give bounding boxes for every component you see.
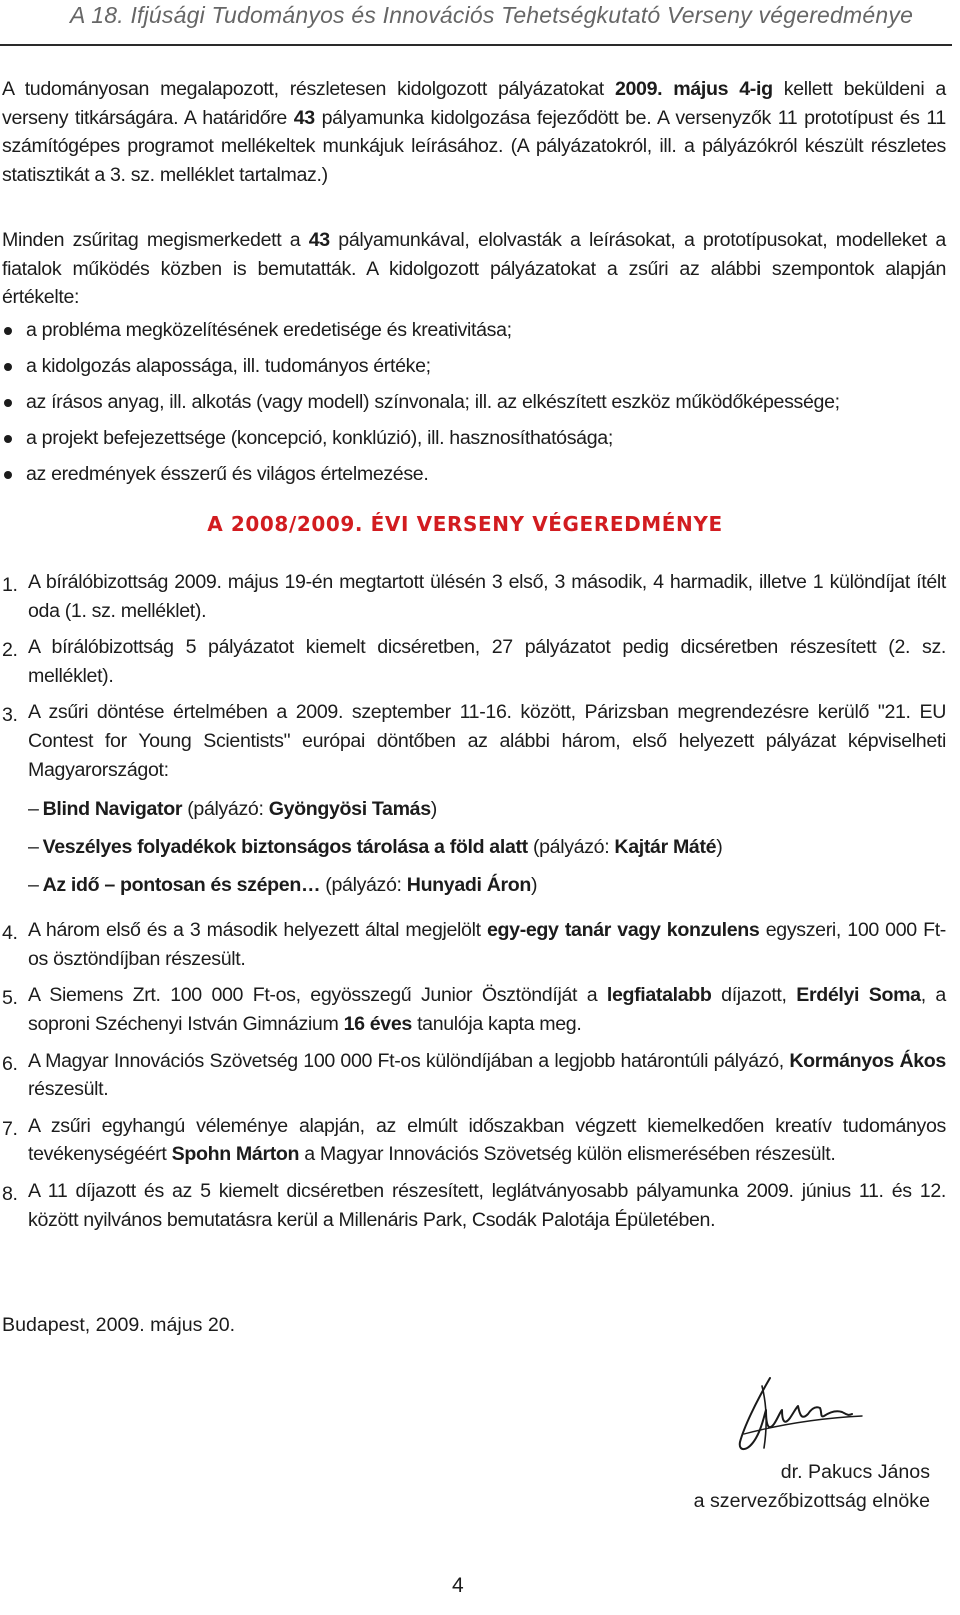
item-highlight: egy-egy tanár vagy konzulens (486, 919, 760, 942)
item-number: 7. (2, 1117, 18, 1140)
jury-count: 43 (308, 229, 330, 251)
result-item-1 (2, 568, 946, 625)
item-number: 4. (2, 922, 18, 945)
item-number: 6. (2, 1052, 18, 1075)
jury-paragraph (2, 226, 946, 492)
criteria-item (2, 456, 946, 492)
signoff-date: Budapest, 2009. május 20. (2, 1314, 236, 1336)
item-text: A Siemens Zrt. 100 000 Ft-os, egyösszegű Junior Ösztöndíját a (28, 984, 598, 1007)
criteria-item (2, 420, 946, 456)
criteria-item (2, 348, 946, 384)
intro-text-2: kellett beküldeni a verseny titkárságára. A határidőre (2, 78, 946, 129)
submission-deadline: 2009. május 4-ig (614, 78, 773, 100)
result-item-6 (2, 1047, 946, 1104)
awardee-name: Kormányos Ákos (789, 1049, 946, 1072)
project-entry: – Blind Navigator (pályázó: Gyöngyösi Tamás) (28, 798, 437, 821)
criteria-item (2, 312, 946, 348)
header-divider (0, 44, 952, 46)
item-text: A zsűri egyhangú véleménye alapján, az elmúlt időszakban végzett kiemelkedően kreatív tudományos tevékenységéért (28, 1114, 946, 1166)
page-number: 4 (452, 1574, 464, 1597)
project-title: Az idő – pontosan és szépen… (42, 874, 321, 897)
awardee-age: 16 éves (343, 1012, 412, 1035)
intro-text-1: A tudományosan megalapozott, részletesen kidolgozott pályázatokat (2, 78, 604, 100)
submission-count: 43 (293, 106, 315, 129)
result-item-4 (2, 916, 946, 973)
result-item-2 (2, 633, 946, 690)
item-text: A zsűri döntése értelmében a 2009. szeptember 11-16. között, Párizsban megrendezésre kerülő "21. EU Contest for Young Scientists" európai döntőben az alábbi három, első helyezett pályázat képviselheti Magyarországot: (28, 701, 946, 781)
running-header: A 18. Ifjúsági Tudományos és Innovációs Tehetségkutató Verseny végeredménye (70, 2, 914, 28)
bullet-icon (4, 327, 12, 335)
result-item-7 (2, 1112, 946, 1169)
project-title: Blind Navigator (42, 798, 183, 821)
item-text: a Magyar Innovációs Szövetség külön elismerésében részesült. (304, 1143, 836, 1166)
signature-icon (722, 1372, 872, 1472)
dash-marker: – (28, 836, 39, 859)
signer-block (694, 1458, 930, 1516)
item-highlight: legfiatalabb (606, 984, 712, 1007)
intro-paragraph (2, 75, 946, 189)
item-text: A bírálóbizottság 5 pályázatot kiemelt dicséretben, 27 pályázatot pedig dicséretben részesített (2. sz. melléklet). (28, 636, 946, 687)
dash-marker: – (28, 874, 39, 897)
criteria-text: a kidolgozás alapossága, ill. tudományos értéke; (26, 354, 431, 377)
intro-text-3: pályamunka kidolgozása fejeződött be. A versenyzők 11 prototípust és 11 számítógépes programot mellékeltek munkájuk leírásához. (A pályázatokról, ill. a pályázókról készült részletes statisztikát a 3. sz. melléklet tartalmaz.) (2, 106, 946, 186)
item-text: egyszeri, 100 000 Ft-os ösztöndíjban részesült. (28, 919, 946, 970)
item-text: , a soproni Széchenyi István Gimnázium (28, 984, 946, 1035)
result-item-3 (2, 698, 946, 908)
criteria-text: az írásos anyag, ill. alkotás (vagy modell) színvonala; ill. az elkészített eszköz működőképessége; (26, 390, 840, 413)
bullet-icon (4, 435, 12, 443)
project-title: Veszélyes folyadékok biztonságos tárolása a föld alatt (42, 836, 528, 859)
results-list (2, 568, 946, 1242)
project-applicant: Gyöngyösi Tamás (268, 798, 431, 821)
item-text: A 11 díjazott és az 5 kiemelt dicséretben részesített, leglátványosabb pályamunka 2009. június 11. és 12. között nyilvános bemutatásra kerül a Millenáris Park, Csodák Palotája Épületében. (28, 1179, 946, 1231)
item-text: A Magyar Innovációs Szövetség 100 000 Ft-os különdíjában a legjobb határontúli pályázó, (28, 1049, 784, 1072)
item-number: 8. (2, 1182, 18, 1205)
item-text: díjazott, (721, 984, 787, 1007)
criteria-text: az eredmények ésszerű és világos értelmezése. (26, 462, 429, 485)
awardee-name: Erdélyi Soma (796, 984, 921, 1007)
item-number: 1. (2, 574, 18, 596)
dash-marker: – (28, 798, 39, 821)
awardee-name: Spohn Márton (171, 1143, 300, 1166)
jury-text-1: Minden zsűritag megismerkedett a (2, 229, 301, 251)
eu-contest-projects (28, 794, 946, 908)
applicant-label: pályázó: (539, 836, 610, 859)
item-number: 3. (2, 704, 18, 727)
item-text: részesült. (28, 1078, 109, 1101)
section-title: A 2008/2009. ÉVI VERSENY VÉGEREDMÉNYE (207, 512, 723, 536)
jury-text-2: pályamunkával, elolvasták a leírásokat, a prototípusokat, modelleket a fiatalok működés közben is bemutatták. A kidolgozott pályázatokat a zsűri az alábbi szempontok alapján értékelte: (2, 229, 946, 309)
item-text: A három első és a 3 második helyezett által megjelölt (28, 919, 481, 942)
bullet-icon (4, 471, 12, 479)
result-item-5 (2, 981, 946, 1038)
criteria-text: a probléma megközelítésének eredetisége és kreativitása; (26, 318, 512, 341)
criteria-list (2, 312, 946, 492)
signer-name: dr. Pakucs János (780, 1461, 930, 1483)
result-item-8 (2, 1177, 946, 1234)
criteria-text: a projekt befejezettsége (koncepció, konklúzió), ill. hasznosíthatósága; (26, 426, 613, 449)
item-number: 5. (2, 987, 18, 1010)
project-entry: – Az idő – pontosan és szépen… (pályázó: Hunyadi Áron) (28, 874, 538, 897)
item-text: tanulója kapta meg. (417, 1012, 582, 1035)
project-applicant: Hunyadi Áron (406, 874, 532, 897)
bullet-icon (4, 399, 12, 407)
item-text: A bírálóbizottság 2009. május 19-én megtartott ülésén 3 első, 3 második, 4 harmadik, illetve 1 különdíjat ítélt oda (1. sz. melléklet). (28, 571, 946, 622)
applicant-label: pályázó: (193, 798, 264, 821)
item-number: 2. (2, 639, 18, 662)
signer-role: a szervezőbizottság elnöke (693, 1490, 930, 1512)
criteria-item (2, 384, 946, 420)
applicant-label: pályázó: (331, 874, 402, 897)
bullet-icon (4, 363, 12, 371)
project-applicant: Kajtár Máté (614, 836, 717, 859)
project-entry: – Veszélyes folyadékok biztonságos tárolása a föld alatt (pályázó: Kajtár Máté) (28, 836, 723, 859)
